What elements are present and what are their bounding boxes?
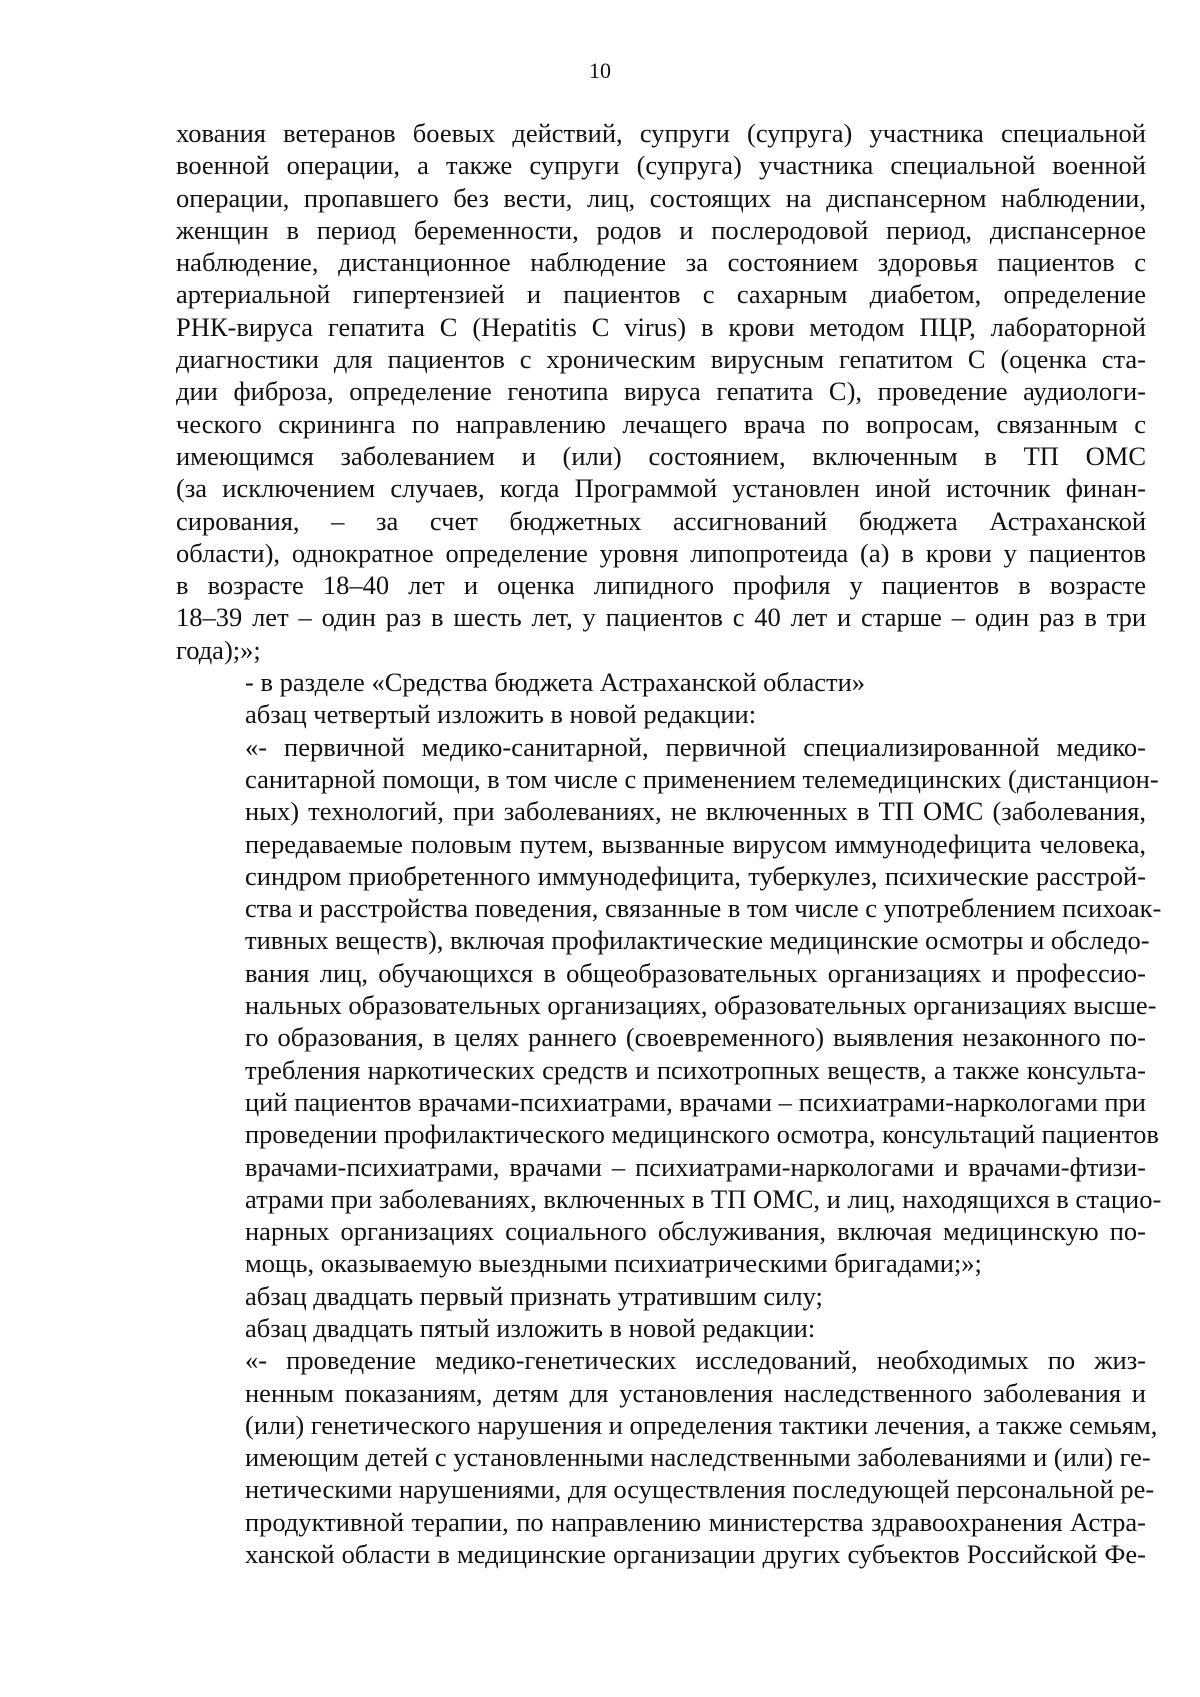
text-line: го образования, в целях раннего (своевременного) выявления незаконного по- <box>245 1022 1146 1053</box>
text-line: в возрасте 18–40 лет и оценка липидного профиля у пациентов в возрасте <box>176 570 1146 601</box>
paragraph-p6 <box>176 1312 1146 1344</box>
text-line: дии фиброза, определение генотипа вируса гепатита С), проведение аудиологи- <box>176 376 1146 407</box>
text-line: ций пациентов врачами-психиатрами, врачами – психиатрами-наркологами при <box>245 1086 1146 1117</box>
text-line: хования ветеранов боевых действий, супруги (супруга) участника специальной <box>176 118 1146 148</box>
text-line: нетическими нарушениями, для осуществления последующей персональной ре- <box>245 1474 1155 1505</box>
paragraph-p5 <box>176 1280 1146 1312</box>
text-line: абзац четвертый изложить в новой редакции: <box>245 699 757 730</box>
text-line: (за исключением случаев, когда Программой установлен иной источник финан- <box>176 473 1146 504</box>
text-line: нальных образовательных организациях, образовательных организациях высше- <box>245 990 1157 1021</box>
text-line: имеющимся заболеванием и (или) состоянием, включенным в ТП ОМС <box>176 440 1146 471</box>
text-line: атрами при заболеваниях, включенных в ТП ОМС, и лиц, находящихся в стацио- <box>245 1183 1162 1214</box>
text-line: мощь, оказываемую выездными психиатрическими бригадами;»; <box>245 1248 982 1279</box>
paragraph-p7 <box>176 1344 1158 1570</box>
text-line: ства и расстройства поведения, связанные в том числе с употреблением психоак- <box>245 893 1162 924</box>
page-number: 10 <box>589 58 611 83</box>
text-line: года);»; <box>176 634 261 665</box>
text-line: вания лиц, обучающихся в общеобразовательных организациях и профессио- <box>245 957 1146 988</box>
text-line: женщин в период беременности, родов и послеродовой период, диспансерное <box>176 214 1146 245</box>
text-line: передаваемые половым путем, вызванные вирусом иммунодефицита человека, <box>245 828 1146 859</box>
paragraph-p4 <box>176 731 1162 1280</box>
text-line: - в разделе «Средства бюджета Астраханской области» <box>245 667 866 698</box>
text-line: абзац двадцать пятый изложить в новой редакции: <box>245 1312 816 1343</box>
text-line: врачами-психиатрами, врачами – психиатрами-наркологами и врачами-фтизи- <box>245 1151 1146 1182</box>
text-line: «- проведение медико-генетических исследований, необходимых по жиз- <box>245 1345 1146 1376</box>
text-line: требления наркотических средств и психотропных веществ, а также консульта- <box>245 1054 1146 1085</box>
paragraph-p2 <box>176 666 1146 698</box>
text-line: абзац двадцать первый признать утратившим силу; <box>245 1280 823 1311</box>
text-line: санитарной помощи, в том числе с применением телемедицинских (дистанцион- <box>245 763 1159 794</box>
text-line: ческого скрининга по направлению лечащего врача по вопросам, связанным с <box>176 408 1146 439</box>
text-line: синдром приобретенного иммунодефицита, туберкулез, психические расстрой- <box>245 860 1146 891</box>
text-line: РНК-вируса гепатита С (Hepatitis C virus) в крови методом ПЦР, лабораторной <box>176 311 1146 342</box>
text-line: имеющим детей с установленными наследственными заболеваниями и (или) ге- <box>245 1442 1151 1473</box>
text-line: области), однократное определение уровня липопротеида (а) в крови у пациентов <box>176 537 1146 568</box>
text-line: наблюдение, дистанционное наблюдение за состоянием здоровья пациентов с <box>176 247 1146 278</box>
text-line: военной операции, а также супруги (супруга) участника специальной военной <box>176 150 1146 181</box>
text-line: сирования, – за счет бюджетных ассигнований бюджета Астраханской <box>176 505 1146 536</box>
text-line: продуктивной терапии, по направлению министерства здравоохранения Астра- <box>245 1506 1146 1537</box>
document-body <box>176 117 1162 1570</box>
text-line: проведении профилактического медицинского осмотра, консультаций пациентов <box>245 1119 1159 1150</box>
text-line: нарных организациях социального обслуживания, включая медицинскую по- <box>245 1216 1146 1247</box>
text-line: ненным показаниям, детям для установления наследственного заболевания и <box>245 1377 1146 1408</box>
text-line: тивных веществ), включая профилактические медицинские осмотры и обследо- <box>245 925 1150 956</box>
text-line: ханской области в медицинские организации других субъектов Российской Фе- <box>245 1539 1146 1570</box>
text-line: 18–39 лет – один раз в шесть лет, у пациентов с 40 лет и старше – один раз в три <box>176 602 1146 633</box>
text-line: диагностики для пациентов с хроническим вирусным гепатитом С (оценка ста- <box>176 344 1146 375</box>
paragraph-p3 <box>176 698 1146 730</box>
text-line: «- первичной медико-санитарной, первичной специализированной медико- <box>245 731 1146 762</box>
paragraph-p1 <box>176 117 1146 666</box>
text-line: (или) генетического нарушения и определения тактики лечения, а также семьям, <box>245 1409 1158 1440</box>
text-line: операции, пропавшего без вести, лиц, состоящих на диспансерном наблюдении, <box>176 182 1146 213</box>
text-line: артериальной гипертензией и пациентов с сахарным диабетом, определение <box>176 279 1146 310</box>
text-line: ных) технологий, при заболеваниях, не включенных в ТП ОМС (заболевания, <box>245 796 1146 827</box>
